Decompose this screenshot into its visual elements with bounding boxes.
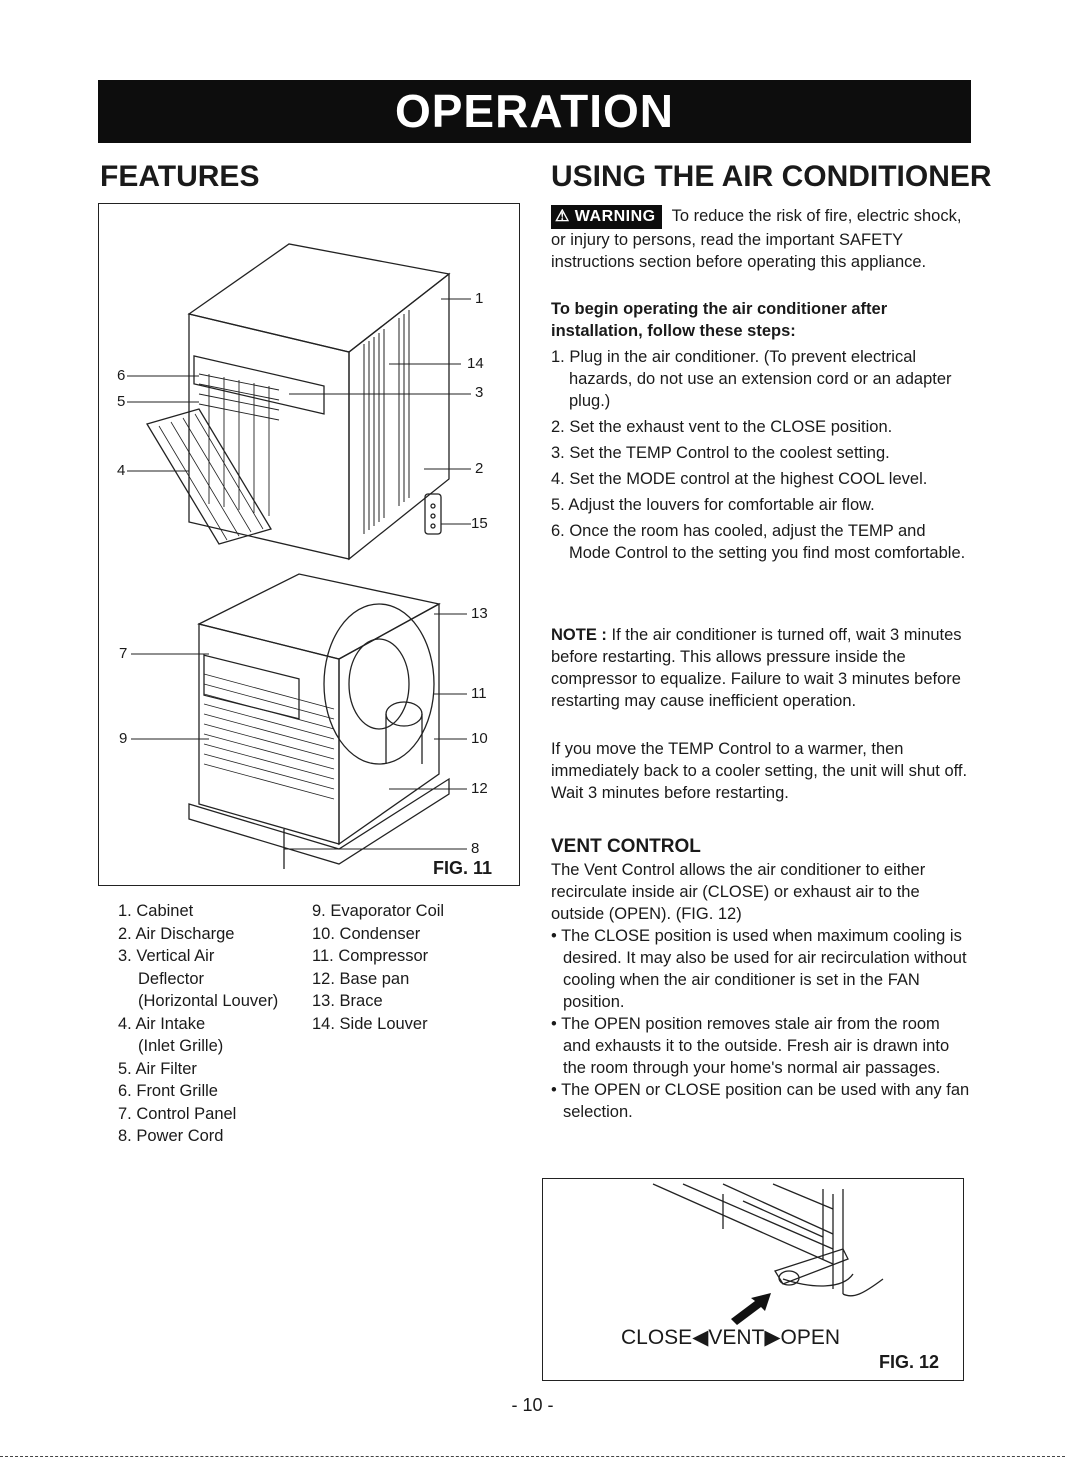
parts-list-col1 [118, 900, 278, 1148]
right-arrow-icon: ▶ [764, 1326, 781, 1349]
step-item: 5. Adjust the louvers for comfortable air flow. [551, 496, 875, 514]
part-item: 3. Vertical Air [118, 947, 215, 965]
figure-11 [98, 203, 520, 886]
callout-2: 2 [475, 460, 484, 477]
using-heading: USING THE AIR CONDITIONER [551, 160, 992, 193]
air-conditioner-illustration [99, 204, 519, 885]
parts-list-col2 [312, 900, 444, 1035]
part-item-cont: (Inlet Grille) [138, 1037, 224, 1055]
bottom-divider [0, 1456, 1065, 1457]
vent-bullet: • The CLOSE position is used when maximum cooling is desired. It may also be used for air recirculation without cooling when the air conditioner is set in the FAN position. [551, 927, 967, 1011]
callout-6: 6 [117, 367, 126, 384]
callout-10: 10 [471, 730, 488, 747]
steps-list [551, 346, 971, 568]
step-item: 6. Once the room has cooled, adjust the TEMP and Mode Control to the setting you find most comfortable. [551, 522, 966, 562]
part-item: 7. Control Panel [118, 1104, 237, 1123]
part-item: 9. Evaporator Coil [312, 902, 445, 920]
part-item: 1. Cabinet [118, 902, 194, 920]
part-item: 14. Side Louver [312, 1014, 428, 1033]
part-item: 5. Air Filter [118, 1059, 197, 1078]
open-label: OPEN [780, 1326, 841, 1349]
figure-12 [542, 1178, 964, 1381]
warning-badge: ⚠ WARNING [551, 205, 662, 229]
callout-9: 9 [119, 730, 128, 747]
vent-control-heading: VENT CONTROL [551, 836, 701, 857]
part-item: 10. Condenser [312, 924, 421, 943]
warning-text: To reduce the risk of fire, electric shock, or injury to persons, read the important SAFETY instructions section before operating this appliance. [551, 207, 962, 271]
step-item: 4. Set the MODE control at the highest COOL level. [551, 470, 928, 488]
part-item: 12. Base pan [312, 969, 410, 988]
callout-12: 12 [471, 780, 488, 797]
left-arrow-icon: ◀ [692, 1326, 709, 1349]
step-item: 2. Set the exhaust vent to the CLOSE position. [551, 418, 893, 436]
callout-4: 4 [117, 462, 126, 479]
warning-block [551, 205, 971, 273]
page-number: - 10 - [511, 1395, 554, 1415]
part-item: 4. Air Intake [118, 1014, 206, 1033]
steps-intro: To begin operating the air conditioner after installation, follow these steps: [551, 300, 888, 340]
vent-label: VENT [708, 1326, 765, 1349]
note-label: NOTE : [551, 626, 607, 644]
close-label: CLOSE [621, 1326, 693, 1349]
part-item: 13. Brace [312, 992, 383, 1010]
note-block [551, 624, 971, 712]
page-banner: OPERATION [98, 80, 971, 143]
part-item: 11. Compressor [312, 947, 429, 965]
callout-1: 1 [475, 290, 484, 307]
part-item-cont: Deflector [138, 969, 205, 988]
part-item: 6. Front Grille [118, 1082, 218, 1100]
vent-bullet: • The OPEN or CLOSE position can be used with any fan selection. [551, 1081, 970, 1121]
callout-15: 15 [471, 515, 488, 532]
note-text-2: If you move the TEMP Control to a warmer, then immediately back to a cooler setting, the unit will shut off. Wait 3 minutes before restarting. [551, 740, 968, 802]
vent-bullets [551, 925, 971, 1123]
step-item: 3. Set the TEMP Control to the coolest setting. [551, 444, 890, 462]
part-item: 8. Power Cord [118, 1127, 224, 1145]
vent-bullet: • The OPEN position removes stale air from the room and exhausts it to the outside. Fresh air is drawn into the room through your home's normal air passages. [551, 1015, 950, 1077]
features-heading: FEATURES [100, 160, 260, 193]
callout-8: 8 [471, 840, 480, 857]
callout-3: 3 [475, 384, 484, 401]
callout-14: 14 [467, 355, 484, 372]
part-item-cont: (Horizontal Louver) [138, 992, 279, 1010]
vent-intro: The Vent Control allows the air conditioner to either recirculate inside air (CLOSE) or exhaust air to the outside (OPEN). (FIG. 12) [551, 861, 926, 923]
step-item: 1. Plug in the air conditioner. (To prevent electrical hazards, do not use an extension cord or an adapter plug.) [551, 348, 952, 410]
callout-13: 13 [471, 605, 488, 622]
callout-11: 11 [471, 685, 487, 702]
fig11-caption: FIG. 11 [433, 858, 493, 878]
vent-direction-label [621, 1325, 840, 1350]
fig12-caption: FIG. 12 [879, 1352, 940, 1372]
callout-7: 7 [119, 645, 128, 662]
part-item: 2. Air Discharge [118, 924, 235, 943]
callout-5: 5 [117, 393, 126, 410]
note-text: If the air conditioner is turned off, wait 3 minutes before restarting. This allows pressure inside the compressor to equalize. Failure to wait 3 minutes before restarting may cause inefficient operation. [551, 626, 962, 710]
